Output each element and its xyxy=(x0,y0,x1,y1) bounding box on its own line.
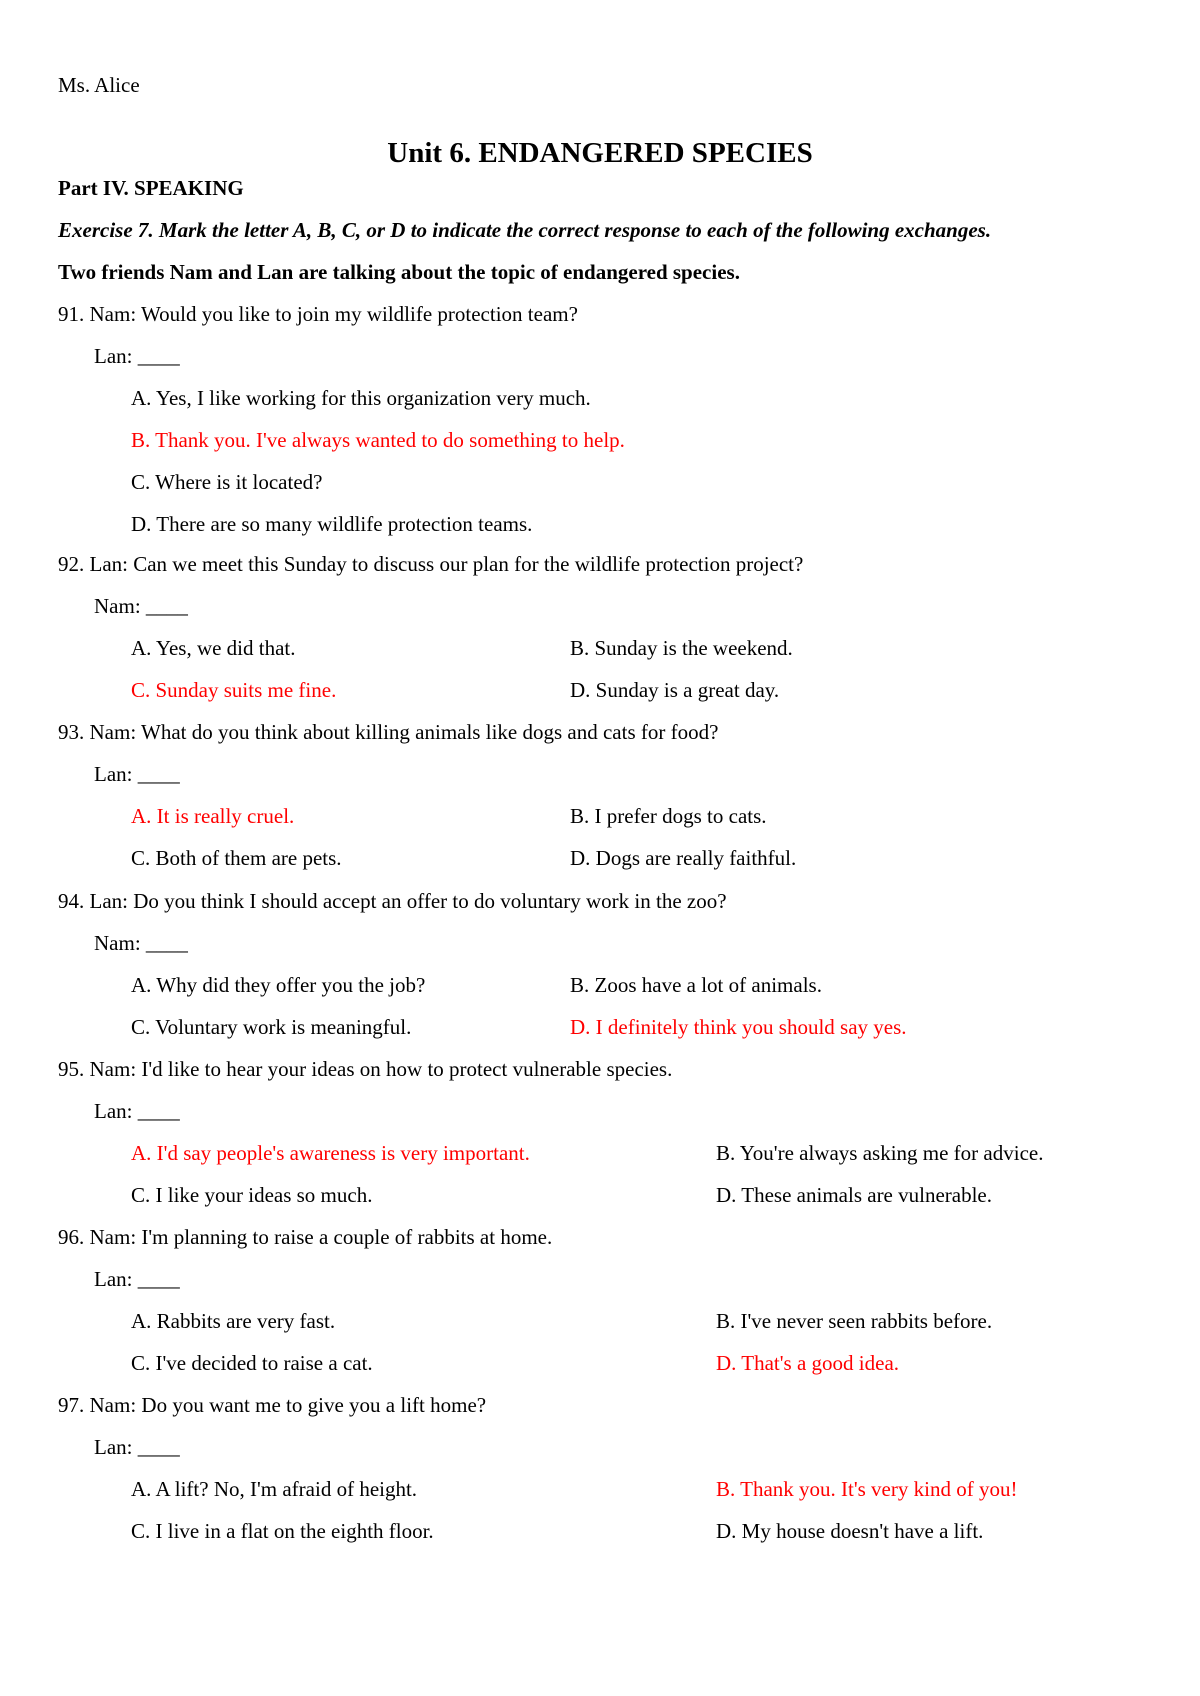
option-c: C. Sunday suits me fine. xyxy=(131,678,337,702)
option-c: C. Both of them are pets. xyxy=(131,846,342,870)
option-d: D. Sunday is a great day. xyxy=(570,678,780,702)
option-a: A. A lift? No, I'm afraid of height. xyxy=(131,1477,418,1501)
page-title: Unit 6. ENDANGERED SPECIES xyxy=(387,137,813,169)
question-prompt: 94. Lan: Do you think I should accept an offer to do voluntary work in the zoo? xyxy=(58,889,727,913)
question-prompt: 96. Nam: I'm planning to raise a couple of rabbits at home. xyxy=(58,1225,553,1249)
option-b: B. Zoos have a lot of animals. xyxy=(570,973,822,997)
question-reply-blank: Lan: ____ xyxy=(94,1435,180,1459)
option-a: A. Yes, I like working for this organization very much. xyxy=(131,386,591,410)
option-c: C. I like your ideas so much. xyxy=(131,1183,373,1207)
option-c: C. Voluntary work is meaningful. xyxy=(131,1015,412,1039)
part-title: Part IV. SPEAKING xyxy=(58,176,244,200)
option-b: B. Thank you. I've always wanted to do something to help. xyxy=(131,428,625,452)
option-a: A. It is really cruel. xyxy=(131,804,295,828)
option-c: C. I live in a flat on the eighth floor. xyxy=(131,1519,434,1543)
option-b: B. Thank you. It's very kind of you! xyxy=(716,1477,1018,1501)
option-c: C. Where is it located? xyxy=(131,470,323,494)
option-a: A. Why did they offer you the job? xyxy=(131,973,426,997)
question-reply-blank: Lan: ____ xyxy=(94,762,180,786)
question-reply-blank: Lan: ____ xyxy=(94,344,180,368)
option-d: D. That's a good idea. xyxy=(716,1351,900,1375)
option-d: D. These animals are vulnerable. xyxy=(716,1183,993,1207)
option-a: A. Yes, we did that. xyxy=(131,636,296,660)
question-prompt: 91. Nam: Would you like to join my wildlife protection team? xyxy=(58,302,578,326)
question-prompt: 93. Nam: What do you think about killing animals like dogs and cats for food? xyxy=(58,720,719,744)
option-c: C. I've decided to raise a cat. xyxy=(131,1351,373,1375)
option-d: D. I definitely think you should say yes. xyxy=(570,1015,907,1039)
question-prompt: 97. Nam: Do you want me to give you a lift home? xyxy=(58,1393,487,1417)
question-reply-blank: Nam: ____ xyxy=(94,931,188,955)
question-reply-blank: Lan: ____ xyxy=(94,1099,180,1123)
question-prompt: 95. Nam: I'd like to hear your ideas on how to protect vulnerable species. xyxy=(58,1057,673,1081)
exercise-instruction: Exercise 7. Mark the letter A, B, C, or D to indicate the correct response to each of the following exchanges. xyxy=(58,218,992,242)
exercise-context: Two friends Nam and Lan are talking about the topic of endangered species. xyxy=(58,260,740,284)
option-a: A. I'd say people's awareness is very important. xyxy=(131,1141,530,1165)
option-b: B. I prefer dogs to cats. xyxy=(570,804,767,828)
question-reply-blank: Nam: ____ xyxy=(94,594,188,618)
question-reply-blank: Lan: ____ xyxy=(94,1267,180,1291)
option-b: B. You're always asking me for advice. xyxy=(716,1141,1044,1165)
option-d: D. Dogs are really faithful. xyxy=(570,846,797,870)
option-a: A. Rabbits are very fast. xyxy=(131,1309,336,1333)
question-prompt: 92. Lan: Can we meet this Sunday to discuss our plan for the wildlife protection project? xyxy=(58,552,804,576)
option-d: D. My house doesn't have a lift. xyxy=(716,1519,984,1543)
option-b: B. Sunday is the weekend. xyxy=(570,636,793,660)
option-d: D. There are so many wildlife protection teams. xyxy=(131,512,533,536)
author-header: Ms. Alice xyxy=(58,73,140,97)
option-b: B. I've never seen rabbits before. xyxy=(716,1309,993,1333)
